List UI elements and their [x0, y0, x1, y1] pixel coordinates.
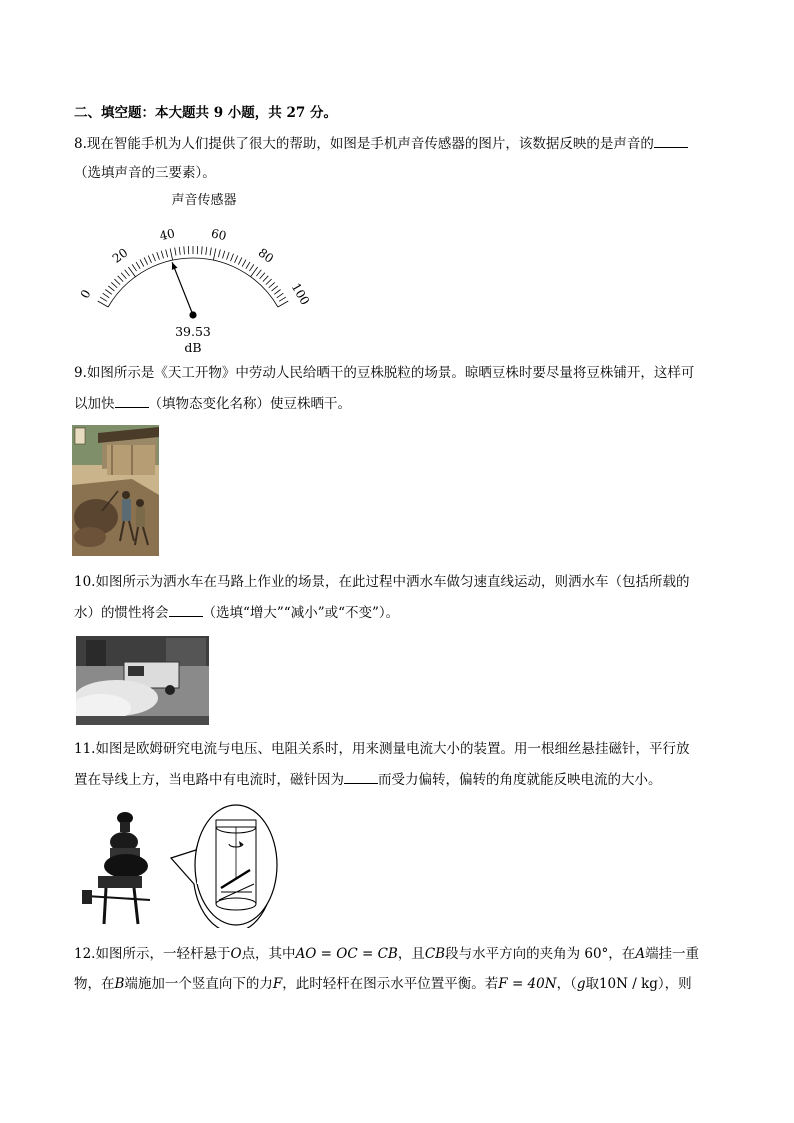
section-heading: 二、填空题：本大题共 9 小题，共 27 分。	[74, 105, 337, 121]
gauge-tick	[256, 270, 261, 276]
q8-text: 8.现在智能手机为人们提供了很大的帮助，如图是手机声音传感器的图片，该数据反映的是声音的	[74, 136, 654, 152]
gauge-title: 声音传感器	[171, 193, 237, 208]
gauge-tick	[227, 252, 230, 260]
gauge-tick	[166, 249, 168, 257]
q11-answer-blank	[344, 769, 378, 784]
q12-force-value: F = 40N	[498, 976, 557, 992]
gauge-tick	[148, 256, 151, 263]
gauge-tick	[118, 276, 123, 282]
gauge-tick-label: 0	[77, 287, 94, 301]
q11-text-b: 而受力偏转，偏转的角度就能反映电流的大小。	[378, 772, 662, 788]
gauge-tick	[213, 248, 215, 260]
sound-sensor-figure	[66, 188, 336, 358]
q11-line1: 11.如图是欧姆研究电流与电压、电阻关系时，用来测量电流大小的装置。用一根细丝悬挂磁针，平行放	[74, 741, 690, 757]
q10-text-a: 水）的惯性将会	[74, 605, 169, 621]
gauge-tick	[266, 279, 272, 285]
gauge-tick	[242, 260, 246, 267]
q9-text-b: （填物态变化名称）使豆株晒干。	[148, 396, 351, 412]
q10-text-b: （选填“增大”“减小”或“不变”）。	[202, 605, 400, 621]
q12-text-2f: ），则	[657, 976, 692, 992]
gauge-tick	[222, 251, 224, 259]
gauge-tick	[278, 301, 288, 307]
gauge-tick	[114, 279, 120, 285]
gauge-tick	[140, 260, 144, 267]
q12-symbol-A: A	[635, 946, 646, 962]
gauge-tick	[179, 247, 180, 255]
gauge-tick	[274, 289, 280, 294]
q12-text-1e: 端挂一重	[645, 946, 700, 962]
q9-text-a: 以加快	[74, 396, 115, 412]
q10-answer-blank	[169, 602, 203, 617]
gauge-tick-label: 20	[109, 245, 131, 266]
gauge-tick-label: 100	[288, 280, 313, 308]
q12-text-2e: 取	[585, 976, 599, 992]
q12-text-1c: ，且	[397, 946, 425, 962]
gauge-tick	[277, 293, 284, 298]
q12-line1	[74, 944, 699, 964]
q12-text-2b: 端施加一个竖直向下的力	[124, 976, 273, 992]
gauge-tick	[111, 282, 117, 287]
q12-text-1b: 点，其中	[241, 946, 296, 962]
ohm-galvanometer-figure	[76, 800, 281, 928]
gauge-tick	[249, 264, 253, 271]
q8-line2: （选填声音的三要素）。	[74, 165, 216, 181]
gauge-unit: dB	[184, 340, 202, 355]
q10-line2	[74, 602, 399, 623]
gauge-pivot	[189, 311, 196, 318]
gauge-tick	[202, 246, 203, 254]
gauge-tick	[170, 248, 172, 260]
gauge-tick-label: 80	[255, 245, 277, 266]
gauge-tick	[108, 286, 114, 291]
gauge-needle	[172, 262, 193, 315]
gauge-tick	[218, 249, 220, 257]
gauge-tick-label: 60	[209, 226, 228, 244]
q12-symbol-O: O	[230, 946, 242, 962]
gauge-tick	[279, 297, 286, 301]
gauge-tick	[161, 251, 163, 259]
gauge-tick	[125, 270, 130, 276]
q12-g-value: 10N / kg	[598, 976, 658, 992]
q12-symbol-F: F	[272, 976, 283, 992]
gauge-tick	[206, 247, 207, 255]
gauge-tick	[103, 293, 110, 298]
q12-text-2c: ，此时轻杆在图示水平位置平衡。若	[282, 976, 499, 992]
q12-text-2a: 物，在	[74, 976, 115, 992]
gauge-tick-labels	[78, 226, 313, 307]
q12-symbol-CB: CB	[424, 946, 446, 962]
q12-symbol-g: g	[576, 976, 586, 992]
gauge-tick	[234, 256, 237, 263]
q8-line1	[74, 133, 688, 154]
q8-answer-blank	[654, 133, 688, 148]
gauge-tick	[157, 252, 160, 260]
gauge-tick	[175, 248, 176, 256]
q12-symbol-B: B	[114, 976, 125, 992]
gauge-tick	[144, 257, 148, 264]
gauge-tick	[231, 254, 234, 261]
gauge-tick	[121, 273, 126, 279]
gauge-tick	[132, 264, 136, 271]
gauge-tick	[184, 246, 185, 254]
q12-equation-segments: AO = OC = CB	[295, 946, 398, 962]
q12-line2	[74, 974, 692, 994]
gauge-tick	[246, 262, 250, 269]
gauge-tick	[105, 289, 111, 294]
gauge-tick	[100, 297, 107, 301]
q9-line1: 9.如图所示是《天工开物》中劳动人民给晒干的豆株脱粒的场景。晾晒豆株时要尽量将豆株铺开，这样可	[74, 365, 695, 381]
gauge-tick	[263, 276, 268, 282]
q12-text-1d: 段与水平方向的夹角为 60°，在	[445, 946, 636, 962]
gauge-tick	[153, 254, 156, 261]
q9-answer-blank	[115, 393, 149, 408]
gauge-tick	[238, 257, 242, 264]
gauge-tick-label: 40	[158, 226, 177, 244]
q12-text-2d: ，（	[556, 976, 577, 992]
gauge-tick	[136, 262, 140, 269]
apparatus-drawing	[82, 812, 150, 924]
sprinkler-truck-photo	[76, 636, 209, 725]
tiangong-kaiwu-illustration	[72, 425, 159, 556]
q11-text-a: 置在导线上方，当电路中有电流时，磁针因为	[74, 772, 344, 788]
q12-text-1a: 12.如图所示，一轻杆悬于	[74, 946, 231, 962]
q11-line2	[74, 769, 662, 790]
gauge-reading: 39.53	[175, 324, 211, 339]
gauge-tick	[98, 301, 108, 307]
gauge-tick	[210, 248, 211, 256]
gauge-tick	[269, 282, 275, 287]
q10-line1: 10.如图所示为洒水车在马路上作业的场景，在此过程中洒水车做匀速直线运动，则洒水车（包括所载的	[74, 574, 690, 590]
gauge-tick	[260, 273, 265, 279]
gauge-tick	[272, 286, 278, 291]
gauge-needle-arrow	[172, 262, 178, 270]
q9-line2	[74, 393, 351, 414]
gauge-arc	[108, 258, 278, 307]
